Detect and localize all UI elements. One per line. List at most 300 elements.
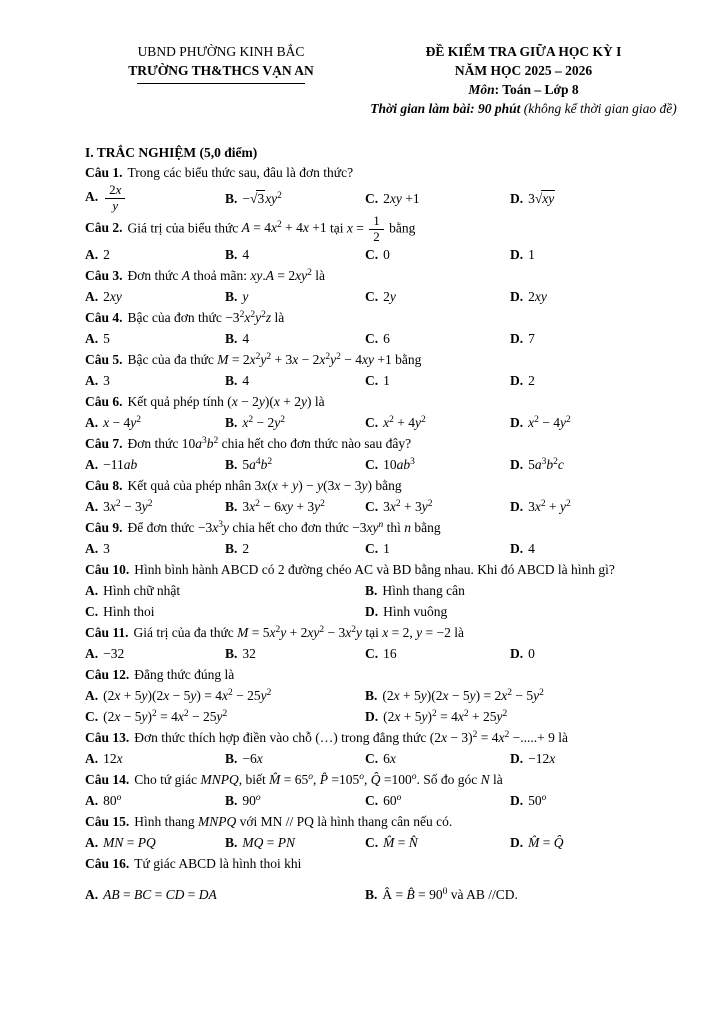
answer-options (85, 328, 690, 349)
answer-option-b: B. Hình thang cân (365, 583, 465, 599)
superscript: 2 (540, 499, 546, 510)
answer-option-b (225, 454, 365, 475)
option-key: D. (510, 289, 524, 305)
answer-option-c: C. 1 (365, 541, 390, 557)
math-expression: M̂ = Q̂ (528, 835, 564, 851)
school-year: NĂM HỌC 2025 – 2026 (454, 63, 593, 78)
superscript: 2 (427, 499, 433, 510)
answer-option-d (510, 496, 690, 517)
option-key: A. (85, 247, 99, 263)
superscript: 2 (507, 688, 512, 699)
superscript: 3 (410, 457, 415, 468)
option-key: C. (365, 835, 379, 851)
question-label: Câu 4. (85, 310, 123, 326)
question-text: Câu 4. Bậc của đơn thức $-3^2x^2y^2z$ là (85, 310, 285, 326)
option-key: A. (85, 373, 99, 389)
exam-title-block (357, 42, 690, 118)
question (85, 307, 690, 349)
superscript: 2 (534, 415, 539, 426)
option-key: B. (365, 887, 378, 903)
superscript: 2 (152, 709, 157, 720)
answer-option-b (365, 685, 690, 706)
time-note: (không kể thời gian giao đề) (523, 101, 677, 116)
option-key: A. (85, 793, 99, 809)
question-text: Câu 12. Đẳng thức đúng là (85, 667, 235, 683)
question (85, 727, 690, 769)
answer-option-c (365, 748, 510, 769)
superscript: 2 (432, 709, 437, 720)
option-key: C. (365, 499, 379, 515)
option-key: C. (365, 415, 379, 431)
option-key: A. (85, 688, 99, 704)
math-expression: $(2x + 5y)^2 = 4x^2 + 25y^2$ (383, 709, 508, 725)
superscript: 0 (442, 887, 448, 898)
math-expression: x = (346, 219, 368, 235)
superscript: 2 (307, 268, 312, 279)
superscript: 2 (472, 730, 478, 741)
question-label: Câu 7. (85, 436, 123, 452)
option-key: C. (365, 289, 379, 305)
answer-option-a: A. 3 (85, 373, 110, 389)
fraction: $\frac{2x}{y}$ (103, 183, 127, 214)
answer-option-c (365, 188, 510, 209)
math-expression: −12x (528, 751, 556, 767)
superscript: 2 (239, 310, 245, 321)
answer-option-a: A. Hình chữ nhật (85, 583, 181, 599)
answer-options (85, 580, 690, 622)
superscript: 2 (325, 352, 331, 363)
math-expression: $5a^3b^2c$ (528, 457, 564, 473)
math-expression: $5a^4b^2$ (242, 457, 273, 473)
option-key: B. (225, 331, 238, 347)
answer-option-a: A. 2 (85, 247, 110, 263)
math-expression: 90$^o$ (242, 793, 261, 809)
answer-option-c: C. Hình thoi (85, 604, 155, 620)
superscript: 2 (566, 499, 571, 510)
superscript: 2 (115, 499, 121, 510)
answer-option-d (510, 412, 690, 433)
superscript: 2 (248, 415, 254, 426)
question-text: Câu 15. Hình thang MNPQ với MN // PQ là hình thang cân nếu có. (85, 814, 453, 830)
math-expression: $x - 4y^2$ (103, 415, 141, 431)
option-key: A. (85, 415, 99, 431)
option-key: C. (85, 604, 99, 620)
superscript: 2 (136, 415, 141, 426)
answer-option-d: D. 4 (510, 541, 535, 557)
answer-option-b (225, 286, 365, 307)
question-text: Câu 6. Kết quả phép tính (x − 2y)(x + 2y) là (85, 394, 325, 410)
question (85, 664, 690, 727)
option-key: C. (365, 373, 379, 389)
option-key: A. (85, 646, 99, 662)
answer-option-d (510, 286, 690, 307)
option-key: C. (365, 247, 379, 263)
answer-option-b: B. 32 (225, 646, 256, 662)
option-key: B. (225, 457, 238, 473)
answer-option-d: D. Hình vuông (365, 604, 448, 620)
answer-option-b: B. 4 (225, 331, 250, 347)
superscript: 2 (147, 499, 153, 510)
math-expression: $M = 2x^2y^2 + 3x - 2x^2y^2 - 4xy +1$ (217, 352, 392, 368)
answer-option-c: C. 6 (365, 331, 390, 347)
superscript: 2 (267, 457, 273, 468)
math-expression: −6x (242, 751, 263, 767)
answer-option-c: C. 0 (365, 247, 390, 263)
option-key: B. (225, 415, 238, 431)
answer-option-a: A. 5 (85, 331, 110, 347)
answer-option-d (510, 188, 690, 209)
superscript: o (116, 793, 122, 804)
math-expression: (x − 2y)(x + 2y) (227, 394, 312, 410)
superscript: 4 (255, 457, 261, 468)
math-expression: MQ = PN (242, 835, 296, 851)
question-label: Câu 2. (85, 219, 123, 235)
superscript: 2 (319, 625, 325, 636)
option-key: B. (225, 373, 238, 389)
question-label: Câu 16. (85, 856, 130, 872)
option-key: D. (510, 835, 524, 851)
option-key: D. (510, 247, 524, 263)
superscript: o (396, 793, 402, 804)
superscript: 2 (539, 688, 544, 699)
issuing-org-block (85, 42, 357, 118)
option-key: D. (365, 709, 379, 725)
option-key: C. (365, 331, 379, 347)
sqrt-radical: √3 (250, 190, 265, 206)
math-expression: 80$^o$ (103, 793, 122, 809)
question-text: Câu 13. Đơn thức thích hợp điền vào chỗ (…) trong đẳng thức $(2x - 3)^2 = 4x^2$ −.....+ 9 là (85, 730, 568, 746)
math-expression: $-3^2x^2y^2z$ (225, 310, 272, 326)
math-expression: 3 (528, 190, 535, 206)
superscript: 2 (277, 190, 282, 201)
subject-line (357, 80, 690, 99)
math-expression: $(2x - 3)^2 = 4x^2$ −.....+ 9 (429, 730, 555, 746)
option-key: B. (365, 688, 378, 704)
superscript: 3 (201, 436, 207, 447)
superscript: 2 (275, 625, 281, 636)
superscript: 2 (463, 709, 469, 720)
option-key: A. (85, 541, 99, 557)
answer-options (85, 286, 690, 307)
superscript: 3 (541, 457, 547, 468)
answer-option-c (365, 454, 510, 475)
math-expression: $M = 5x^2y + 2xy^2 - 3x^2y$ (237, 625, 363, 641)
question (85, 811, 690, 853)
answer-option-a (85, 286, 225, 307)
answer-options (85, 538, 690, 559)
math-expression: $xy.A = 2xy^2$ (250, 268, 312, 284)
math-expression: Â = B̂ = $90^0$ (382, 887, 448, 903)
answer-option-b (225, 748, 365, 769)
math-expression: $3x^2 + 3y^2$ (383, 499, 433, 515)
option-key: D. (510, 751, 524, 767)
question (85, 265, 690, 307)
answer-options (85, 748, 690, 769)
answer-option-d (510, 832, 690, 853)
option-key: C. (365, 751, 379, 767)
superscript: 2 (255, 352, 261, 363)
option-key: B. (225, 541, 238, 557)
answer-option-c (365, 286, 510, 307)
math-expression: 2xy +1 (383, 190, 420, 206)
superscript: 2 (250, 310, 256, 321)
option-key: B. (225, 646, 238, 662)
question-text: Câu 16. Tứ giác ABCD là hình thoi khi (85, 856, 302, 872)
option-key: A. (85, 751, 99, 767)
answer-option-a (85, 412, 225, 433)
superscript: 2 (277, 219, 282, 230)
question (85, 162, 690, 214)
question-label: Câu 6. (85, 394, 123, 410)
math-expression: N (480, 772, 490, 788)
option-key: B. (225, 190, 238, 206)
answer-option-c (365, 832, 510, 853)
answer-option-a (85, 685, 365, 706)
math-expression: $x^2 - 2y^2$ (242, 415, 286, 431)
option-key: D. (510, 415, 524, 431)
subject-value: : Toán – Lớp 8 (494, 82, 579, 97)
question-label: Câu 13. (85, 730, 130, 746)
answer-option-b (225, 832, 365, 853)
option-key: D. (365, 604, 379, 620)
header-underline (137, 82, 305, 84)
option-key: A. (85, 289, 99, 305)
question (85, 517, 690, 559)
superscript: 2 (421, 415, 426, 426)
option-key: A. (85, 499, 99, 515)
option-key: D. (510, 499, 524, 515)
math-expression: 6x (383, 751, 396, 767)
superscript: 2 (213, 436, 219, 447)
option-key: B. (225, 751, 238, 767)
option-key: C. (365, 646, 379, 662)
answer-option-d: D. 0 (510, 646, 535, 662)
superscript: 2 (255, 499, 260, 510)
answer-options (85, 832, 690, 853)
math-expression: 60$^o$ (383, 793, 402, 809)
math-expression: $(2x + 5y)(2x - 5y) = 2x^2 - 5y^2$ (382, 688, 544, 704)
question (85, 475, 690, 517)
option-key: D. (510, 646, 524, 662)
math-expression: x = 2, y = −2 (382, 625, 451, 641)
math-expression: $x^2 + 4y^2$ (383, 415, 426, 431)
superscript: n (378, 520, 384, 531)
math-expression: M̂ = N̂ (383, 835, 418, 851)
option-key: A. (85, 331, 99, 347)
answer-option-a (85, 884, 365, 905)
school-name: TRƯỜNG TH&THCS VẠN AN (128, 63, 314, 78)
option-key: A. (85, 887, 99, 903)
option-key: D. (510, 373, 524, 389)
math-expression: M̂ = $65^o$, P̂ $=105^o$, Q̂ $=100^o$ (269, 772, 417, 788)
question-label: Câu 10. (85, 562, 130, 578)
question-label: Câu 8. (85, 478, 123, 494)
option-key: C. (365, 190, 379, 206)
answer-options (85, 412, 690, 433)
math-expression: 12x (103, 751, 123, 767)
question-text: Câu 1. Trong các biểu thức sau, đâu là đơn thức? (85, 165, 354, 180)
question (85, 769, 690, 811)
option-key: D. (510, 190, 524, 206)
math-expression: $x^2 - 4y^2$ (528, 415, 571, 431)
answer-option-c (365, 496, 510, 517)
math-expression: $10a^3b^2$ (181, 436, 219, 452)
time-label: Thời gian làm bài (370, 101, 471, 116)
superscript: 2 (389, 415, 394, 426)
questions (85, 162, 690, 905)
answer-option-c (85, 706, 365, 727)
option-key: B. (225, 835, 238, 851)
answer-option-c: C. 16 (365, 646, 397, 662)
superscript: 3 (218, 520, 223, 531)
question-text: Câu 9. Để đơn thức $-3x^3y$ chia hết cho đơn thức $-3xy^n$ thì n bằng (85, 520, 441, 536)
answer-options (85, 183, 690, 214)
superscript: 2 (266, 352, 272, 363)
question (85, 214, 690, 266)
question-label: Câu 11. (85, 625, 129, 641)
superscript: 2 (183, 709, 189, 720)
answer-option-d (510, 454, 690, 475)
math-expression: $3x^2 + y^2$ (528, 499, 571, 515)
sqrt-radical: √xy (534, 190, 555, 206)
question (85, 853, 690, 905)
question-text: Câu 2. Giá trị của biểu thức $A = 4x^2 + 4x +1$ tại x = $\frac{1}{2}$ bằng (85, 212, 416, 244)
answer-option-a (85, 183, 225, 214)
question (85, 349, 690, 391)
time-value: : 90 phút (470, 101, 524, 116)
option-key: A. (85, 457, 99, 473)
math-expression: 2y (383, 289, 396, 305)
question-text: Câu 7. Đơn thức $10a^3b^2$ chia hết cho đơn thức nào sau đây? (85, 436, 412, 452)
question-label: Câu 12. (85, 667, 130, 683)
option-key: A. (85, 189, 99, 205)
math-expression: $(2x + 5y)(2x - 5y) = 4x^2 - 25y^2$ (103, 688, 272, 704)
answer-option-c: C. 1 (365, 373, 390, 389)
superscript: o (255, 793, 261, 804)
question-label: Câu 5. (85, 352, 123, 368)
question-label: Câu 9. (85, 520, 123, 536)
answer-option-d: D. 7 (510, 331, 535, 347)
math-expression: y (242, 289, 249, 305)
math-expression: − (242, 190, 251, 206)
question (85, 433, 690, 475)
answer-options (85, 685, 690, 727)
answer-option-d: D. 2 (510, 373, 535, 389)
math-expression: 2xy (103, 289, 122, 305)
answer-options (85, 790, 690, 811)
superscript: 2 (395, 499, 401, 510)
answer-options (85, 244, 690, 265)
superscript: 2 (261, 310, 266, 321)
answer-option-d: D. 1 (510, 247, 535, 263)
option-key: C. (365, 541, 379, 557)
option-key: B. (365, 583, 378, 599)
math-expression: MNPQ (200, 772, 239, 788)
math-expression: 50$^o$ (528, 793, 547, 809)
math-expression: 2xy (528, 289, 547, 305)
option-key: B. (225, 289, 238, 305)
superscript: o (411, 772, 417, 783)
superscript: o (308, 772, 313, 783)
exam-title: ĐỀ KIỂM TRA GIỮA HỌC KỲ I (425, 44, 622, 59)
math-expression: $-3x^3y$ (197, 520, 229, 536)
superscript: 2 (504, 730, 510, 741)
option-key: D. (510, 457, 524, 473)
question-text: Câu 10. Hình bình hành ABCD có 2 đường chéo AC và BD bằng nhau. Khi đó ABCD là hình gì? (85, 562, 615, 578)
org-name: UBND PHƯỜNG KINH BẮC (137, 44, 305, 59)
answer-option-b: B. 2 (225, 541, 250, 557)
option-key: C. (365, 793, 379, 809)
superscript: 2 (320, 499, 325, 510)
math-expression: A (181, 268, 190, 284)
answer-option-d (510, 790, 690, 811)
answer-option-a (85, 748, 225, 769)
superscript: 2 (566, 415, 571, 426)
option-key: B. (225, 247, 238, 263)
answer-option-b: B. 4 (225, 247, 250, 263)
superscript: 2 (266, 688, 272, 699)
fraction: $\frac{1}{2}$ (367, 214, 386, 245)
subject-label: Môn (468, 82, 495, 97)
question-label: Câu 14. (85, 772, 130, 788)
answer-option-a (85, 832, 225, 853)
answer-option-a (85, 790, 225, 811)
question-text: Câu 3. Đơn thức A thoả mãn: $xy.A = 2xy^2$ là (85, 268, 325, 284)
answer-options (85, 496, 690, 517)
math-expression: $10ab^3$ (383, 457, 415, 473)
question-text: Câu 5. Bậc của đa thức $M = 2x^2y^2 + 3x - 2x^2y^2 - 4xy +1$ bằng (85, 352, 422, 368)
answer-option-b: B. 4 (225, 373, 250, 389)
question-text: Câu 14. Cho tứ giác MNPQ, biết M̂ = $65^o$, P̂ $=105^o$, Q̂ $=100^o$. Số đo góc N là (85, 772, 503, 788)
time-line (357, 99, 690, 118)
question-label: Câu 1. (85, 165, 123, 180)
answer-option-b (225, 412, 365, 433)
option-key: A. (85, 835, 99, 851)
option-key: D. (510, 793, 524, 809)
section-heading: I. TRẮC NGHIỆM (5,0 điểm) (85, 145, 258, 160)
superscript: 2 (553, 457, 558, 468)
math-expression: $-3xy^n$ (352, 520, 384, 536)
answer-option-d (510, 748, 690, 769)
question (85, 622, 690, 664)
question-text: Câu 11. Giá trị của đa thức $M = 5x^2y + 2xy^2 - 3x^2y$ tại x = 2, y = −2 là (85, 625, 465, 641)
answer-option-c (365, 790, 510, 811)
option-key: D. (510, 541, 524, 557)
answer-options (85, 370, 690, 391)
question-label: Câu 15. (85, 814, 130, 830)
question-label: Câu 3. (85, 268, 123, 284)
superscript: o (359, 772, 364, 783)
math-expression: $3x^2 - 3y^2$ (103, 499, 153, 515)
answer-options (85, 643, 690, 664)
answer-option-d (365, 706, 690, 727)
math-expression: $A = 4x^2 + 4x +1$ (241, 219, 327, 235)
question (85, 391, 690, 433)
answer-option-b (225, 496, 365, 517)
question-text: Câu 8. Kết quả của phép nhân 3x(x + y) − y(3x − 3y) bằng (85, 478, 402, 494)
exam-header (85, 42, 690, 118)
answer-option-b: B. Â = B̂ = $90^0$ và AB //CD. (365, 887, 518, 903)
math-expression: n (404, 520, 412, 536)
answer-option-b (225, 790, 365, 811)
math-expression: −11ab (103, 457, 138, 473)
superscript: 2 (222, 709, 228, 720)
option-key: D. (510, 331, 524, 347)
superscript: 2 (502, 709, 508, 720)
option-key: B. (225, 499, 238, 515)
answer-option-a (85, 454, 225, 475)
answer-option-a (85, 496, 225, 517)
